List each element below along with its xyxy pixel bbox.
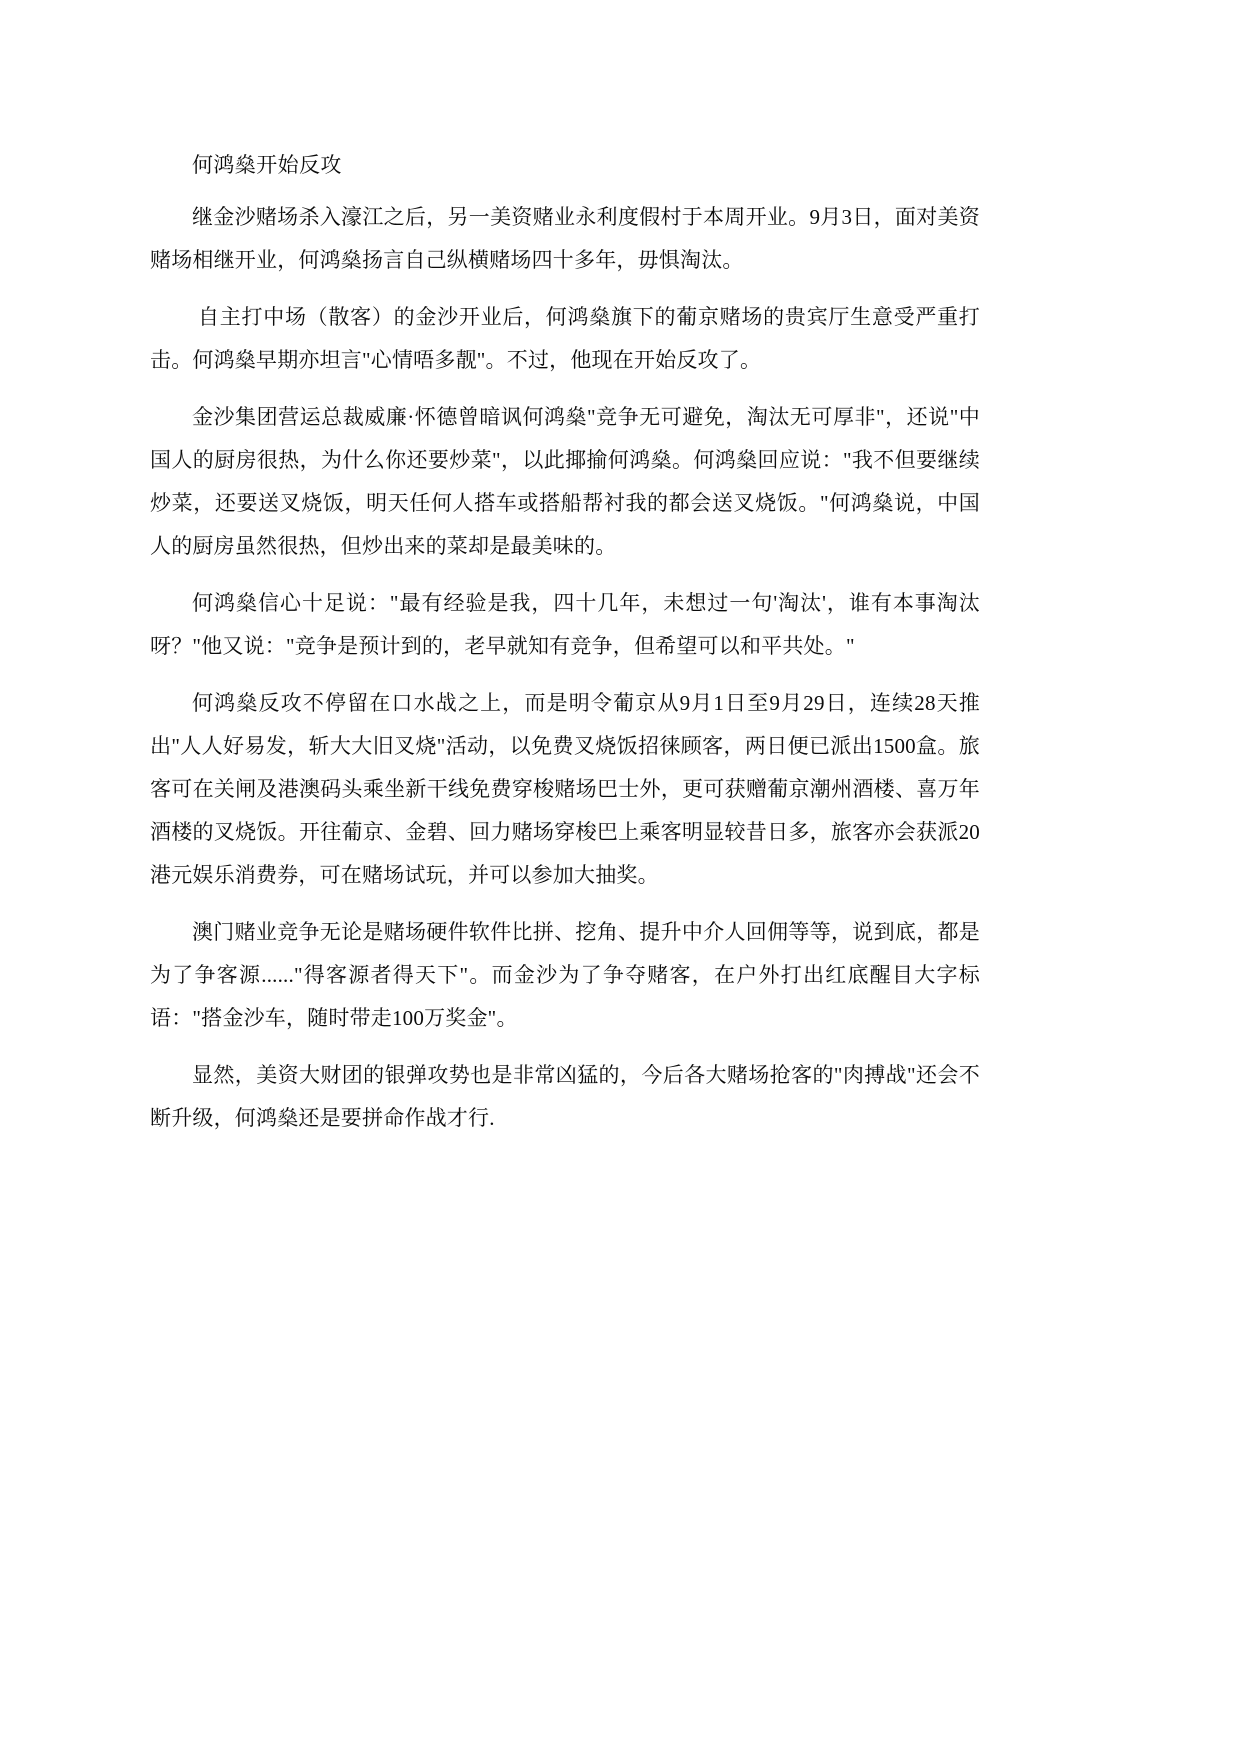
paragraph-1: 继金沙赌场杀入濠江之后，另一美资赌业永利度假村于本周开业。9月3日，面对美资赌场相继开业，何鸿燊扬言自己纵横赌场四十多年，毋惧淘汰。 [150, 205, 980, 272]
page-title: 何鸿燊开始反攻 [192, 153, 342, 177]
paragraph-3: 金沙集团营运总裁威廉·怀德曾暗讽何鸿燊"竞争无可避免，淘汰无可厚非"，还说"中国人的厨房很热，为什么你还要炒菜"，以此揶揄何鸿燊。何鸿燊回应说："我不但要继续炒菜，还要送叉烧饭，明天任何人搭车或搭船帮衬我的都会送叉烧饭。"何鸿燊说，中国人的厨房虽然很热，但炒出来的菜却是最美味的。 [150, 405, 980, 558]
paragraph-7: 显然，美资大财团的银弹攻势也是非常凶猛的，今后各大赌场抢客的"肉搏战"还会不断升级，何鸿燊还是要拼命作战才行. [150, 1063, 980, 1130]
paragraph-6: 澳门赌业竞争无论是赌场硬件软件比拼、挖角、提升中介人回佣等等，说到底，都是为了争客源......"得客源者得天下"。而金沙为了争夺赌客，在户外打出红底醒目大字标语："搭金沙车，随时带走100万奖金"。 [150, 920, 980, 1030]
paragraph-5: 何鸿燊反攻不停留在口水战之上，而是明令葡京从9月1日至9月29日，连续28天推出"人人好易发，斩大大旧叉烧"活动，以免费叉烧饭招徕顾客，两日便已派出1500盒。旅客可在关闸及港澳码头乘坐新干线免费穿梭赌场巴士外，更可获赠葡京潮州酒楼、喜万年酒楼的叉烧饭。开往葡京、金碧、回力赌场穿梭巴上乘客明显较昔日多，旅客亦会获派20港元娱乐消费券，可在赌场试玩，并可以参加大抽奖。 [150, 691, 981, 887]
paragraph-2: 自主打中场（散客）的金沙开业后，何鸿燊旗下的葡京赌场的贵宾厅生意受严重打击。何鸿燊早期亦坦言"心情唔多靓"。不过，他现在开始反攻了。 [150, 305, 980, 372]
document-body [150, 150, 980, 1140]
paragraph-4: 何鸿燊信心十足说："最有经验是我，四十几年，未想过一句'淘汰'，谁有本事淘汰呀？"他又说："竞争是预计到的，老早就知有竞争，但希望可以和平共处。" [150, 591, 980, 658]
